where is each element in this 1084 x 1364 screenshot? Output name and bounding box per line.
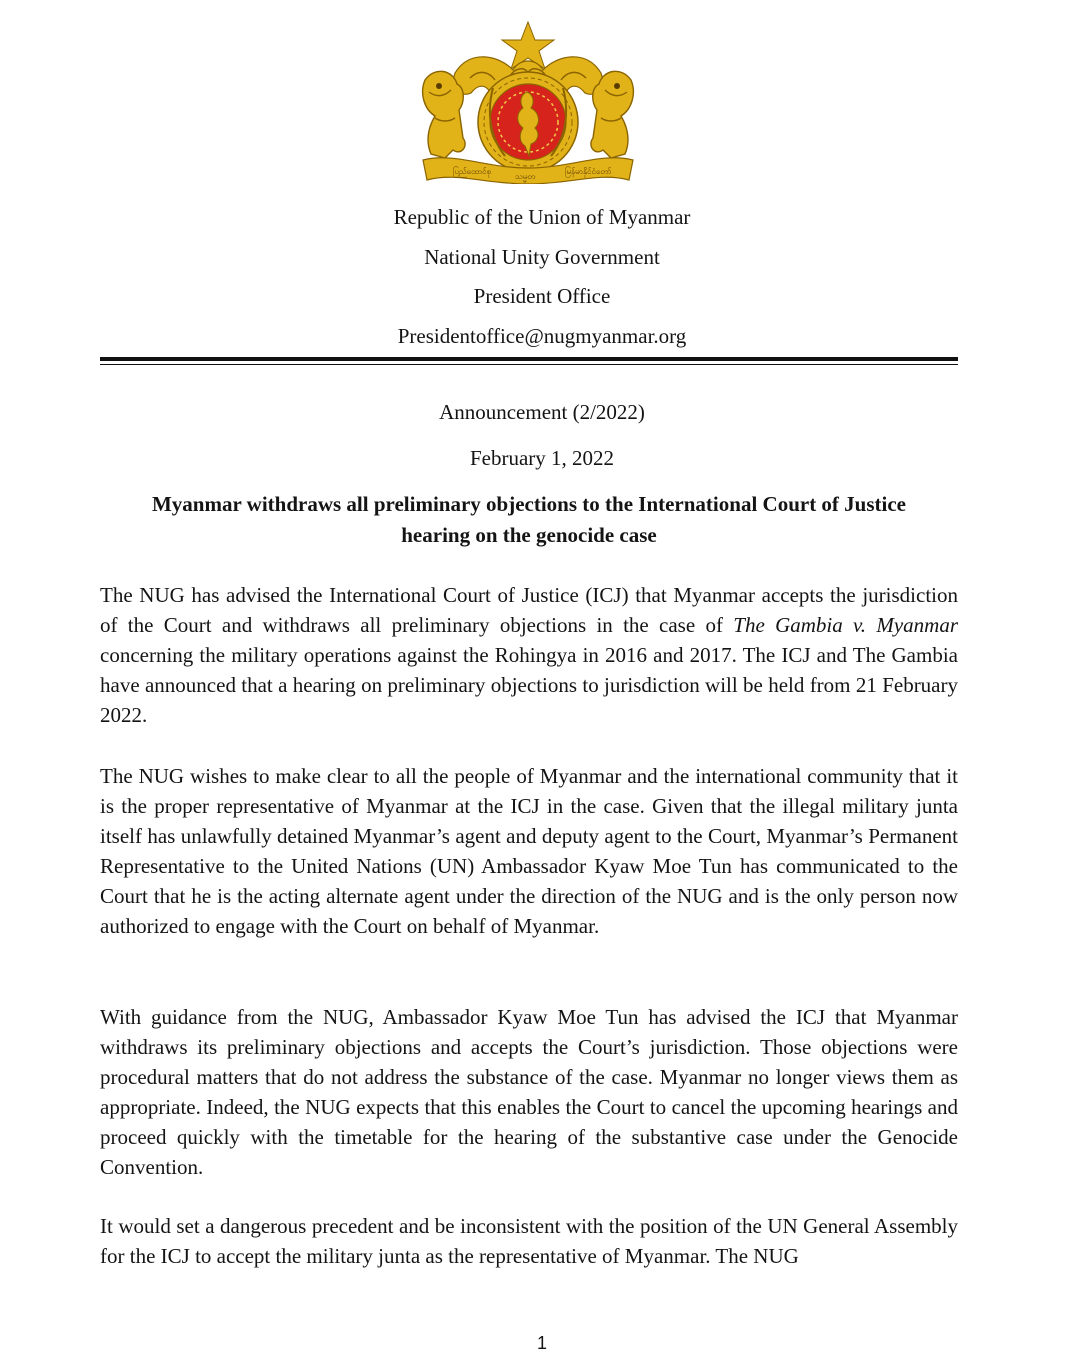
headline-line-1: Myanmar withdraws all preliminary objections to the International Court of Justice [151, 492, 906, 516]
paragraph-3: With guidance from the NUG, Ambassador Kyaw Moe Tun has advised the ICJ that Myanmar withdraws its preliminary objections and accepts the Court’s jurisdiction. Those objections were procedural matters that do not address the substance of the case. Myanmar no longer views them as appropriate. Indeed, the NUG expects that this enables the Court to cancel the upcoming hearings and proceed quickly with the timetable for the hearing of the substantive case under the Genocide Convention. [100, 1005, 958, 1180]
announcement-number: Announcement (2/2022) [439, 400, 645, 424]
ribbon-text-left: ပြည်ထောင်စု [453, 167, 491, 176]
government-name: National Unity Government [424, 244, 660, 269]
announcement-date: February 1, 2022 [469, 446, 615, 470]
letterhead [0, 198, 1084, 356]
page-number: 1 [536, 1333, 547, 1353]
country-name: Republic of the Union of Myanmar [393, 205, 691, 229]
header-divider-thin [100, 364, 958, 365]
paragraph-1-text-b: concerning the military operations against the Rohingya in 2016 and 2017. The ICJ and The Gambia have announced that a hearing on preliminary objections to jurisdiction will be held from 21 February 2022. [100, 643, 958, 728]
ribbon-text-center: သမ္မတ [515, 172, 536, 181]
office-email: Presidentoffice@nugmyanmar.org [397, 323, 687, 348]
paragraph-1 [100, 580, 958, 730]
paragraph-4: It would set a dangerous precedent and be inconsistent with the position of the UN General Assembly for the ICJ to accept the military junta as the representative of Myanmar. The NUG [100, 1214, 958, 1269]
state-seal-graphic [415, 18, 641, 184]
headline-line-2: hearing on the genocide case [401, 522, 657, 547]
paragraph-2: The NUG wishes to make clear to all the people of Myanmar and the international community that it is the proper representative of Myanmar at the ICJ in the case. Given that the illegal military junta itself has unlawfully detained Myanmar’s agent and deputy agent to the Court, Myanmar’s Permanent Representative to the United Nations (UN) Ambassador Kyaw Moe Tun has communicated to the Court that he is the acting alternate agent under the direction of the NUG and is the only person now authorized to engage with the Court on behalf of Myanmar. [100, 764, 958, 939]
paragraph-1-text-a: The NUG has advised the International Court of Justice (ICJ) that Myanmar accepts the jurisdiction of the Court and withdraws all preliminary objections in the case of [100, 583, 958, 638]
state-seal-emblem [415, 18, 641, 184]
ribbon-text-right: မြန်မာနိုင်ငံတော် [565, 167, 612, 176]
header-divider-thick [100, 357, 958, 361]
case-name: The Gambia v. Myanmar [733, 613, 958, 638]
office-name: President Office [473, 284, 611, 308]
headline [100, 489, 958, 550]
